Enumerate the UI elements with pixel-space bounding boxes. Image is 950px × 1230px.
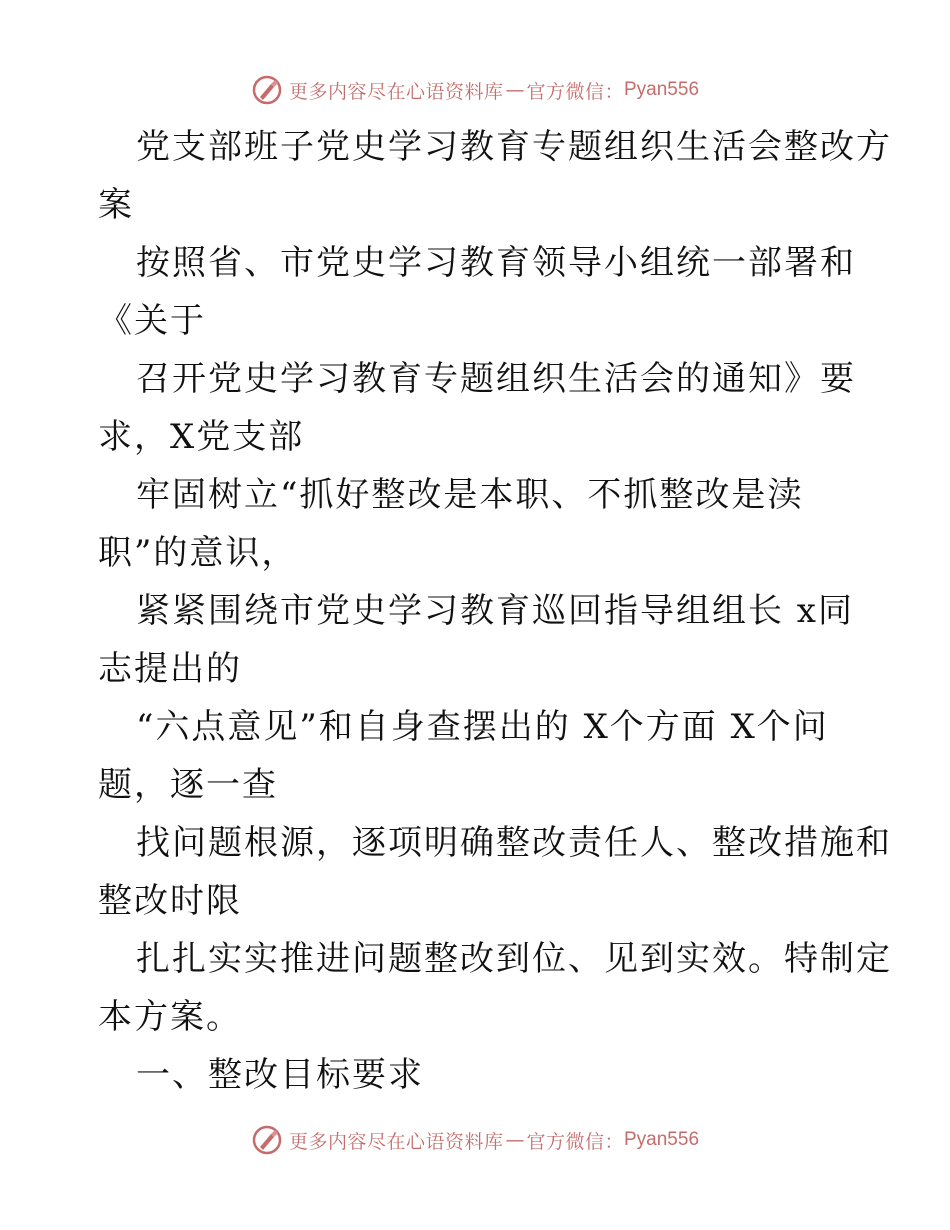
watermark-dash: —	[505, 1129, 525, 1151]
footer-watermark	[0, 1120, 950, 1160]
section-heading: 一、整改目标要求	[136, 1055, 424, 1095]
paragraph-line: 本方案。	[98, 997, 242, 1037]
paragraph-line: 扎扎实实推进问题整改到位、见到实效。特制定	[136, 939, 892, 979]
paragraph-line: 整改时限	[98, 881, 242, 921]
paragraph-line: “六点意见”和自身查摆出的 X个方面 X个问	[136, 707, 829, 747]
paragraph-line: 职”的意识，	[98, 533, 298, 573]
document-body	[98, 118, 892, 1104]
paragraph-line: 找问题根源，逐项明确整改责任人、整改措施和	[136, 823, 892, 863]
paragraph-line: 志提出的	[98, 649, 242, 689]
watermark-text: 更多内容尽在心语资料库	[288, 80, 504, 103]
watermark-dash: —	[505, 79, 525, 101]
paragraph-line: 紧紧围绕市党史学习教育巡回指导组组长 x同	[136, 591, 854, 631]
watermark-id: Pyan556	[624, 79, 700, 100]
document-title-line-1: 党支部班子党史学习教育专题组织生活会整改方	[136, 127, 892, 167]
paragraph-line: 按照省、市党史学习教育领导小组统一部署和	[136, 243, 856, 283]
paragraph-line: 求，X党支部	[98, 417, 305, 457]
paragraph-line: 《关于	[98, 301, 206, 341]
watermark-id: Pyan556	[624, 1129, 700, 1150]
pen-logo-icon	[251, 1124, 283, 1156]
document-title-line-2: 案	[98, 185, 134, 225]
watermark-contact: 官方微信：	[526, 80, 624, 103]
paragraph-line: 召开党史学习教育专题组织生活会的通知》要	[136, 359, 856, 399]
paragraph-line: 题，逐一查	[98, 765, 278, 805]
header-watermark	[0, 70, 950, 110]
watermark-contact: 官方微信：	[526, 1130, 624, 1153]
paragraph-line: 牢固树立“抓好整改是本职、不抓整改是渎	[136, 475, 804, 515]
pen-logo-icon	[251, 74, 283, 106]
watermark-text: 更多内容尽在心语资料库	[288, 1130, 504, 1153]
